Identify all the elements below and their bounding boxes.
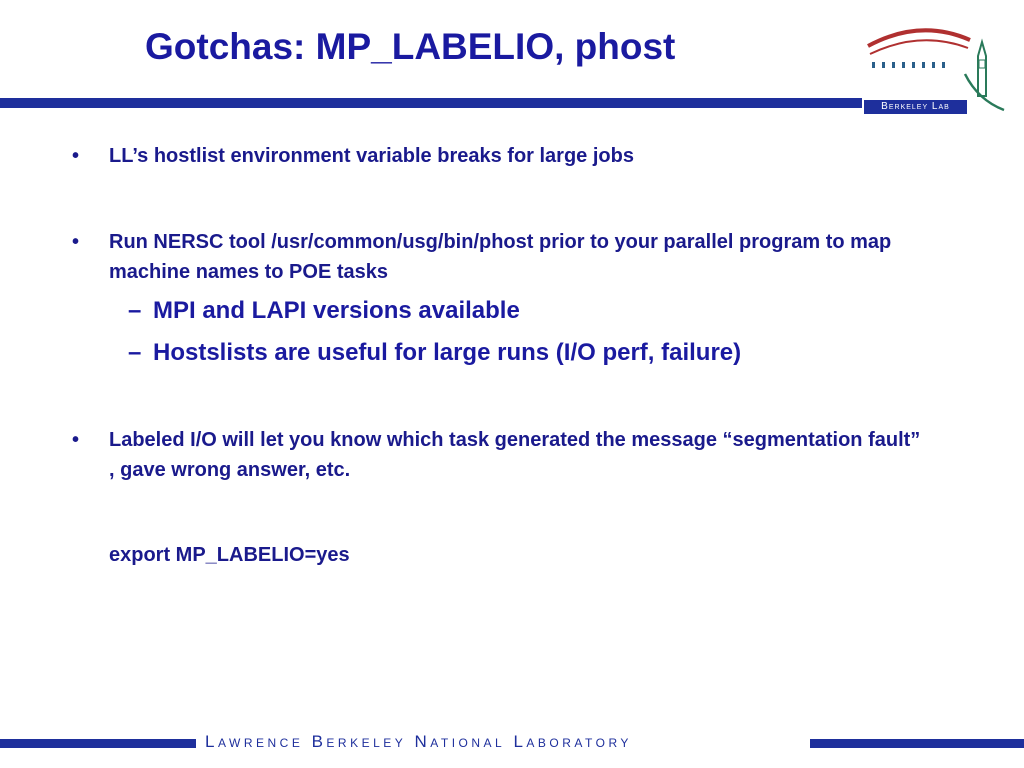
sub-bullet-text: Hostslists are useful for large runs (I/O perf, failure) <box>153 339 742 366</box>
bullet-text: LL’s hostlist environment variable breaks for large jobs <box>109 145 634 167</box>
export-command: export MP_LABELIO=yes <box>109 544 350 566</box>
page-title: Gotchas: MP_LABELIO, phost <box>145 26 676 67</box>
bullet-marker: • <box>72 145 80 167</box>
footer-lab-name: Lawrence Berkeley National Laboratory <box>205 732 632 751</box>
footer-rule-right <box>810 739 1024 748</box>
sub-bullet-marker: – <box>128 339 142 366</box>
header-rule <box>0 98 862 108</box>
bullet-text: Labeled I/O will let you know which task generated the message “segmentation fault” , gave wrong answer, etc. <box>109 429 921 481</box>
footer-rule-left <box>0 739 196 748</box>
bullet-marker: • <box>72 231 80 253</box>
logo-wordmark: Berkeley Lab <box>864 100 967 114</box>
bullet-marker: • <box>72 429 80 451</box>
sub-bullet-text: MPI and LAPI versions available <box>153 297 520 324</box>
sub-bullet-marker: – <box>128 297 142 324</box>
bullet-text: Run NERSC tool /usr/common/usg/bin/phost prior to your parallel program to map machine names to POE tasks <box>109 231 892 283</box>
